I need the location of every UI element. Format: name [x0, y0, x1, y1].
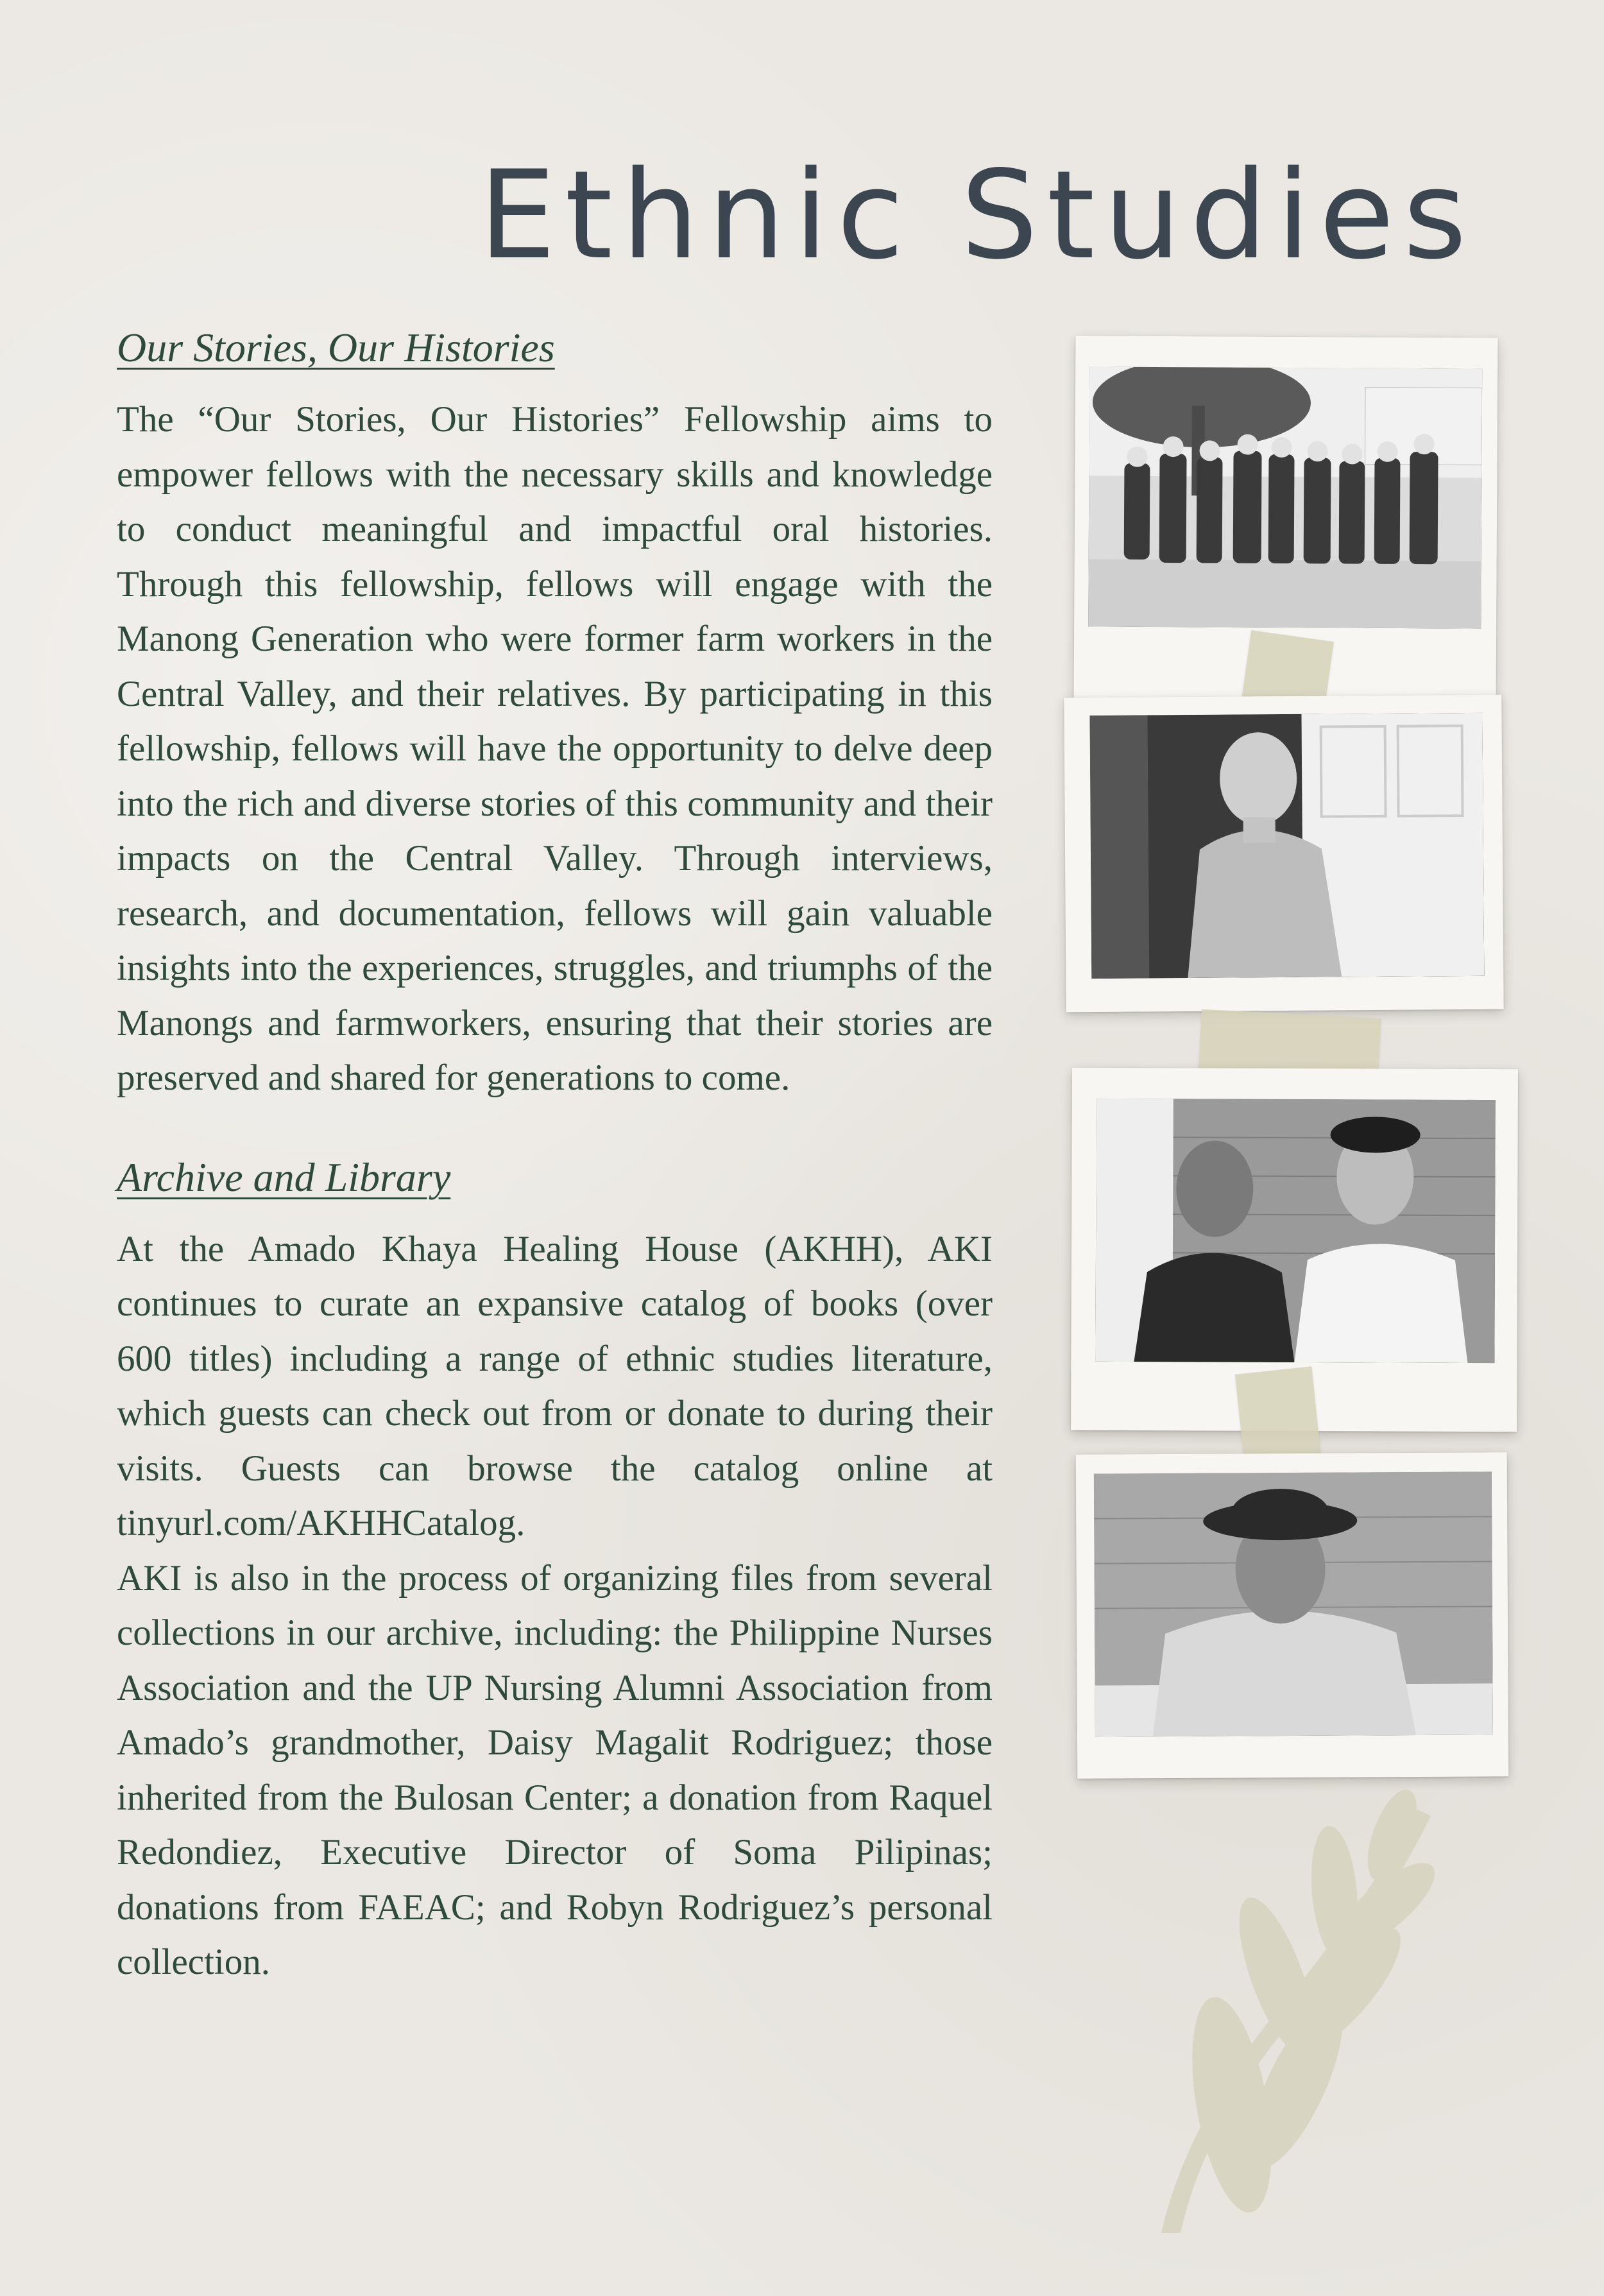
- polaroid-doorway-photo: [1064, 695, 1503, 1013]
- archive-paragraph-1: At the Amado Khaya Healing House (AKHH), AKI continues to curate an expansive catalog of books (over 600 titles) including a range of ethnic studies literature, which guests can check out from or donate to during their visits. Guests can browse the catalog online at tinyurl.com/AKHHCatalog.: [117, 1228, 993, 1543]
- section-heading-archive: Archive and Library: [117, 1154, 451, 1200]
- doorway-photo: [1089, 713, 1484, 979]
- our-stories-paragraph: The “Our Stories, Our Histories” Fellowship aims to empower fellows with the necessary skills and knowledge to conduct meaningful and impactful oral histories. Through this fellowship, fellows will engage with the Manong Generation who were former farm workers in the Central Valley, and their relatives. By participating in this fellowship, fellows will have the opportunity to delve deep into the rich and diverse stories of this community and their impacts on the Central Valley. Through interviews, research, and documentation, fellows will gain valuable insights into the experiences, struggles, and triumphs of the Manongs and farmworkers, ensuring that their stories are preserved and shared for generations to come.: [117, 399, 993, 1098]
- polaroid-hat-photo: [1076, 1452, 1509, 1779]
- hat-photo: [1094, 1471, 1493, 1736]
- archive-paragraph-2: AKI is also in the process of organizing files from several collections in our archive, including: the Philippine Nurses Association and the UP Nursing Alumni Association from Amado’s grandmother, Daisy Magalit Rodriguez; those inherited from the Bulosan Center; a donation from Raquel Redondiez, Executive Director of Soma Pilipinas; donations from FAEAC; and Robyn Rodriguez’s personal collection.: [117, 1557, 993, 1982]
- leaf-decoration-icon: [1084, 1784, 1469, 2233]
- couple-photo: [1095, 1099, 1495, 1363]
- page-title: Ethnic Studies: [479, 144, 1476, 286]
- group-photo: [1088, 366, 1482, 628]
- photo-collage: [1052, 334, 1514, 1778]
- section-heading-our-stories: Our Stories, Our Histories: [117, 325, 555, 370]
- text-column: [117, 324, 993, 1990]
